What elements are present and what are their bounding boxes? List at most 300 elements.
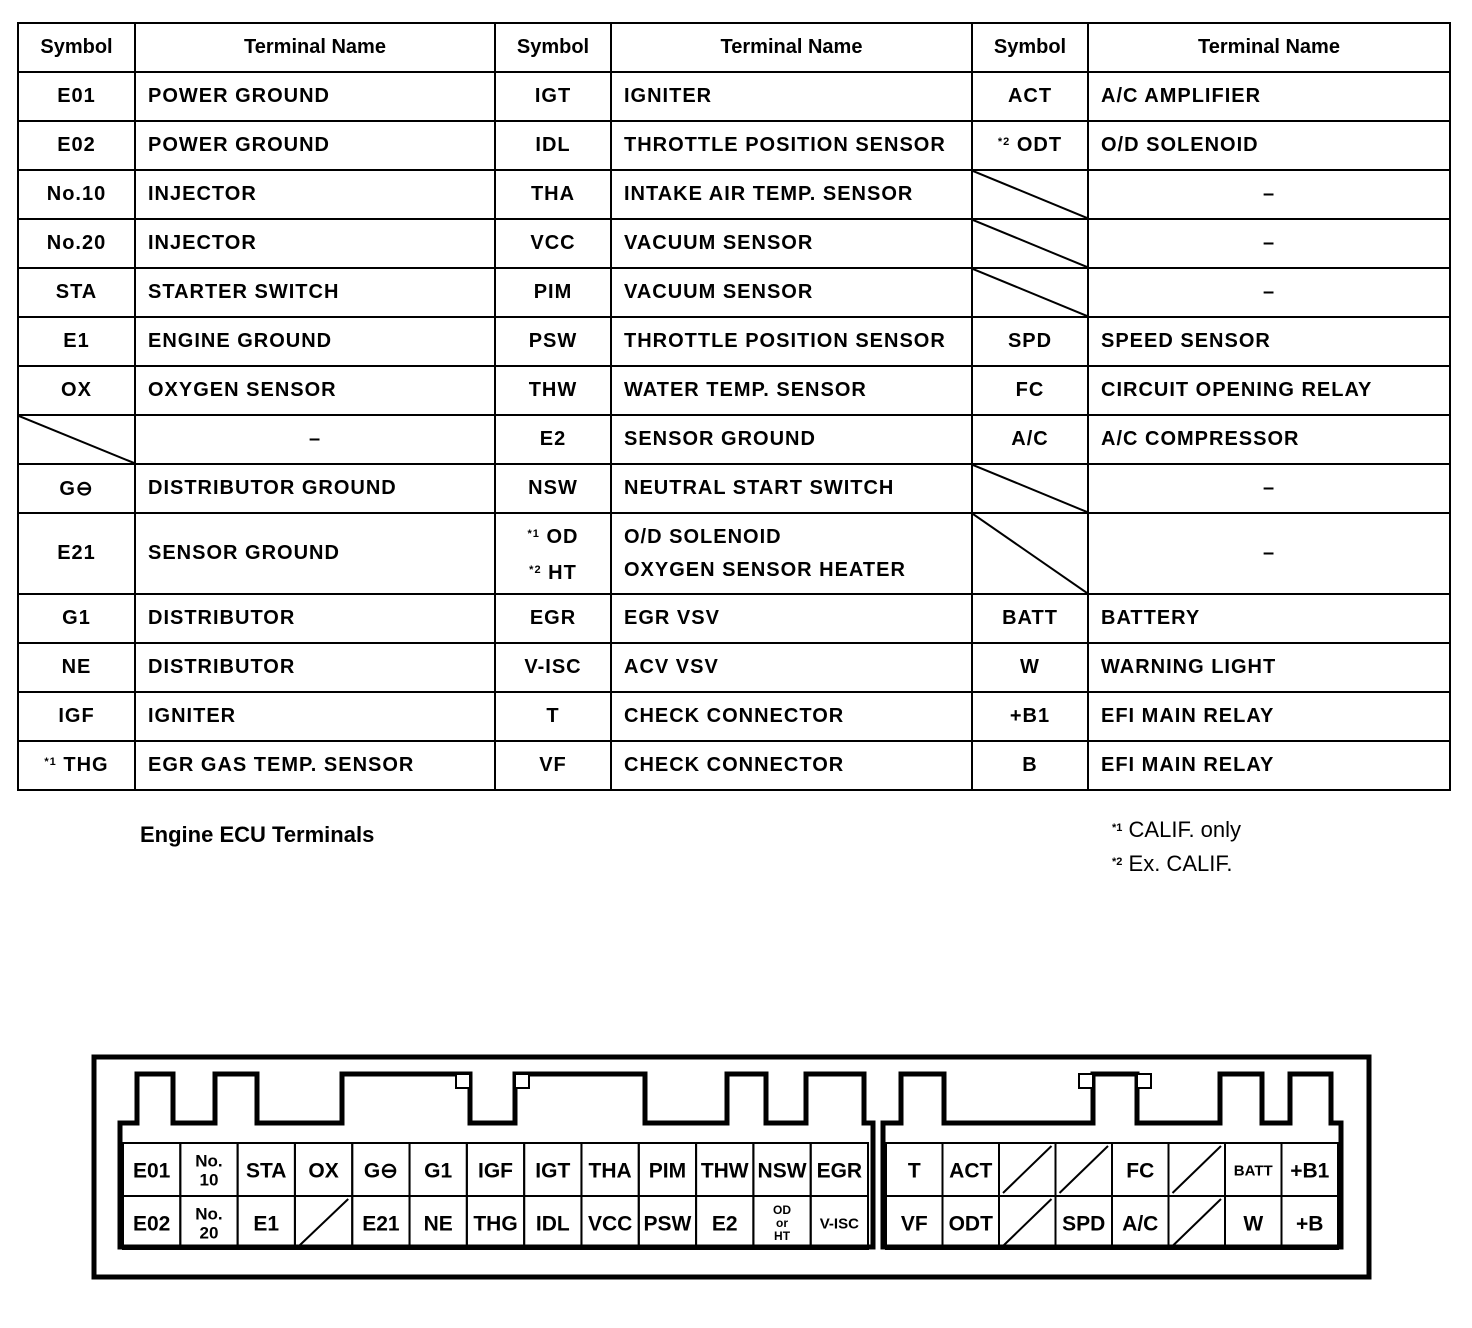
terminal-name-cell: EFI MAIN RELAY	[1088, 741, 1450, 790]
symbol-cell	[18, 692, 135, 741]
pin-cell	[999, 1143, 1056, 1196]
terminal-name-cell: CHECK CONNECTOR	[611, 741, 972, 790]
footnote-text: Ex. CALIF.	[1128, 851, 1233, 876]
pin-label: G⊖	[363, 1159, 398, 1183]
pin-label: 20	[199, 1223, 219, 1243]
table-row	[18, 741, 1450, 790]
pin-cell	[123, 1143, 180, 1196]
pin-label: VF	[900, 1212, 928, 1236]
symbol-text: HT	[548, 561, 577, 584]
terminal-name-cell: EGR VSV	[611, 594, 972, 643]
symbol-text: IGT	[534, 85, 572, 107]
symbol-text: No.10	[46, 183, 107, 205]
symbol-text: OD	[546, 525, 579, 548]
symbol-cell	[18, 464, 135, 513]
terminal-name-cell: STARTER SWITCH	[135, 268, 495, 317]
pin-label: E1	[253, 1212, 280, 1236]
table-row	[18, 317, 1450, 366]
pin-cell	[123, 1196, 180, 1249]
symbol-text: NE	[61, 656, 92, 678]
symbol-text: VCC	[530, 232, 576, 254]
symbol-cell	[972, 594, 1088, 643]
pin-cell	[639, 1196, 696, 1249]
symbol-text: STA	[55, 281, 98, 303]
connector-pin	[238, 1196, 295, 1249]
diagonal-slash	[973, 220, 1087, 267]
connector-pin	[410, 1143, 467, 1196]
symbol-cell	[18, 72, 135, 121]
key-notch	[515, 1074, 529, 1088]
pin-cell	[410, 1196, 467, 1249]
pin-label: NE	[423, 1212, 453, 1236]
pin-label: SPD	[1062, 1212, 1106, 1236]
footnotes	[1112, 812, 1241, 880]
pin-label: 10	[199, 1170, 219, 1190]
symbol-text: NSW	[528, 477, 578, 499]
table-row	[18, 268, 1450, 317]
pin-cell	[753, 1196, 810, 1249]
connector-right-outline	[883, 1074, 1341, 1247]
symbol-text: T	[546, 705, 560, 727]
symbol-text: A/C	[1011, 428, 1049, 450]
terminal-name-cell: EFI MAIN RELAY	[1088, 692, 1450, 741]
pin-label: E21	[362, 1212, 400, 1236]
symbol-text: THW	[528, 379, 578, 401]
symbol-cell	[18, 317, 135, 366]
connector-pin	[238, 1143, 295, 1196]
terminal-name-entry: OXYGEN SENSOR HEATER	[624, 558, 906, 581]
symbol-cell	[972, 72, 1088, 121]
symbol-cell	[972, 643, 1088, 692]
pin-cell	[811, 1143, 868, 1196]
blank-symbol-cell	[972, 170, 1088, 219]
connector-pin	[753, 1196, 810, 1249]
terminal-name-cell: A/C COMPRESSOR	[1088, 415, 1450, 464]
symbol-cell	[495, 219, 611, 268]
table-row	[18, 513, 1450, 594]
pin-cell	[524, 1196, 581, 1249]
connector-pin	[943, 1196, 1000, 1249]
pin-cell	[696, 1143, 753, 1196]
symbol-cell	[972, 121, 1088, 170]
pin-cell	[696, 1196, 753, 1249]
symbol-text: THA	[530, 183, 576, 205]
symbol-text: PSW	[528, 330, 578, 352]
diagonal-slash	[19, 416, 134, 463]
connector-pin	[352, 1196, 409, 1249]
pin-cell	[1112, 1196, 1169, 1249]
pin-label: FC	[1126, 1159, 1155, 1183]
connector-pin	[352, 1143, 409, 1196]
connector-pin	[886, 1196, 943, 1249]
pin-label: IGT	[535, 1159, 571, 1183]
pin-cell	[295, 1143, 352, 1196]
table-row	[18, 594, 1450, 643]
key-notch	[456, 1074, 470, 1088]
symbol-text: ACT	[1007, 85, 1053, 107]
blank-symbol-cell	[972, 464, 1088, 513]
pin-cell	[1282, 1143, 1339, 1196]
terminal-name-entry: O/D SOLENOID	[624, 525, 782, 548]
symbol-text: V-ISC	[524, 656, 582, 678]
symbol-text: E01	[57, 85, 96, 107]
footnote	[1112, 846, 1241, 880]
pin-label: E01	[132, 1159, 171, 1183]
unused-pin-slash	[1173, 1146, 1222, 1193]
terminal-name-cell: CIRCUIT OPENING RELAY	[1088, 366, 1450, 415]
terminal-name-cell: VACUUM SENSOR	[611, 219, 972, 268]
connector-pin	[524, 1143, 581, 1196]
connector-pin	[1169, 1196, 1226, 1249]
connector-pin	[1056, 1143, 1113, 1196]
connector-pin	[581, 1196, 638, 1249]
pin-cell	[1056, 1196, 1113, 1249]
unused-pin-slash	[1060, 1146, 1109, 1193]
pin-label: No.	[195, 1204, 223, 1224]
header-symbol: Symbol	[18, 23, 135, 72]
symbol-cell	[972, 415, 1088, 464]
unused-pin-slash	[1003, 1199, 1052, 1246]
pin-cell	[943, 1143, 1000, 1196]
key-notch	[1137, 1074, 1151, 1088]
pin-label: HT	[774, 1229, 791, 1244]
pin-label: PSW	[643, 1212, 692, 1236]
terminal-name-cell: IGNITER	[135, 692, 495, 741]
symbol-cell	[495, 692, 611, 741]
pin-cell	[467, 1196, 524, 1249]
unused-pin-slash	[1173, 1199, 1222, 1246]
diagonal-slash	[973, 465, 1087, 512]
terminal-name-cell: EGR GAS TEMP. SENSOR	[135, 741, 495, 790]
key-notch	[1079, 1074, 1093, 1088]
connector-pin	[1112, 1143, 1169, 1196]
symbol-text: PIM	[533, 281, 573, 303]
table-row	[18, 170, 1450, 219]
symbol-cell	[18, 121, 135, 170]
pin-cell	[811, 1196, 868, 1249]
terminal-name-cell: –	[1088, 464, 1450, 513]
table-row	[18, 643, 1450, 692]
symbol-text: No.20	[46, 232, 107, 254]
connector-pin	[1056, 1196, 1113, 1249]
connector-pin	[753, 1143, 810, 1196]
terminal-name-cell: –	[1088, 268, 1450, 317]
header-terminal-name: Terminal Name	[611, 23, 972, 72]
symbol-text: G1	[62, 607, 91, 629]
terminal-name-cell: O/D SOLENOID	[1088, 121, 1450, 170]
connector-pin	[696, 1143, 753, 1196]
pin-label: E2	[711, 1212, 738, 1236]
pin-label: W	[1243, 1212, 1264, 1236]
terminal-name-cell: OXYGEN SENSOR	[135, 366, 495, 415]
header-symbol: Symbol	[972, 23, 1088, 72]
terminal-name-cell: THROTTLE POSITION SENSOR	[611, 317, 972, 366]
symbol-cell	[495, 268, 611, 317]
symbol-text: G⊖	[59, 478, 94, 500]
footnote-mark: *1	[1112, 822, 1123, 834]
symbol-cell	[495, 513, 611, 594]
table-row	[18, 121, 1450, 170]
pin-cell	[180, 1196, 237, 1249]
connector-pin	[1169, 1143, 1226, 1196]
connector-pin	[410, 1196, 467, 1249]
terminal-name-cell: CHECK CONNECTOR	[611, 692, 972, 741]
terminal-name-cell: INJECTOR	[135, 219, 495, 268]
pin-cell	[753, 1143, 810, 1196]
pin-cell	[1282, 1196, 1339, 1249]
connector-pin	[886, 1143, 943, 1196]
connector-pin	[639, 1143, 696, 1196]
blank-symbol-cell	[972, 513, 1088, 594]
symbol-cell	[18, 219, 135, 268]
connector-pin	[1225, 1196, 1282, 1249]
pin-label: T	[907, 1159, 921, 1183]
connector-pin	[943, 1143, 1000, 1196]
pin-cell	[467, 1143, 524, 1196]
pin-label: No.	[195, 1151, 223, 1171]
connector-housing	[94, 1057, 1369, 1277]
connector-pin	[1112, 1196, 1169, 1249]
symbol-entry	[496, 554, 610, 590]
pin-cell	[352, 1196, 409, 1249]
footnote-mark: *1	[44, 756, 57, 768]
pin-label: NSW	[757, 1159, 807, 1183]
symbol-text: E1	[63, 330, 90, 352]
table-row	[18, 692, 1450, 741]
connector-pin	[295, 1143, 352, 1196]
pin-cell	[410, 1143, 467, 1196]
terminal-name-cell: WATER TEMP. SENSOR	[611, 366, 972, 415]
pin-cell	[295, 1196, 352, 1249]
footnote-mark: *2	[1112, 856, 1123, 868]
connector-pin	[1282, 1143, 1339, 1196]
unused-pin-slash	[299, 1199, 348, 1246]
pin-label: V-ISC	[819, 1215, 859, 1233]
symbol-text: ODT	[1016, 134, 1063, 156]
connector-pin	[1225, 1143, 1282, 1196]
pin-cell	[1056, 1143, 1113, 1196]
terminal-name-cell: INTAKE AIR TEMP. SENSOR	[611, 170, 972, 219]
pin-label: +B	[1296, 1212, 1324, 1236]
pin-cell	[180, 1143, 237, 1196]
terminal-name-cell: A/C AMPLIFIER	[1088, 72, 1450, 121]
pin-cell	[1225, 1143, 1282, 1196]
pin-label: EGR	[816, 1159, 863, 1183]
figure-caption: Engine ECU Terminals	[140, 822, 375, 847]
connector-pin	[123, 1196, 180, 1249]
pin-label: STA	[246, 1159, 287, 1183]
symbol-cell	[18, 513, 135, 594]
terminal-name-cell: IGNITER	[611, 72, 972, 121]
footnote-mark: *2	[529, 563, 542, 576]
terminal-name-cell: WARNING LIGHT	[1088, 643, 1450, 692]
pin-label: THG	[473, 1212, 518, 1236]
symbol-cell	[495, 121, 611, 170]
symbol-cell	[495, 317, 611, 366]
pin-cell	[943, 1196, 1000, 1249]
terminal-name-cell: ACV VSV	[611, 643, 972, 692]
terminal-name-cell: SENSOR GROUND	[611, 415, 972, 464]
pin-cell	[581, 1196, 638, 1249]
symbol-cell	[495, 170, 611, 219]
diagonal-slash	[973, 171, 1087, 218]
header-terminal-name: Terminal Name	[1088, 23, 1450, 72]
table-row	[18, 366, 1450, 415]
diagonal-slash	[973, 269, 1087, 316]
symbol-text: E21	[57, 542, 96, 564]
footnote	[1112, 812, 1241, 846]
connector-pin	[639, 1196, 696, 1249]
terminal-name-cell: THROTTLE POSITION SENSOR	[611, 121, 972, 170]
symbol-text: FC	[1015, 379, 1045, 401]
connector-pin	[467, 1143, 524, 1196]
terminal-name-cell: POWER GROUND	[135, 72, 495, 121]
pin-label: E02	[132, 1212, 171, 1236]
pin-cell	[1112, 1143, 1169, 1196]
symbol-cell	[495, 366, 611, 415]
terminal-name-cell: BATTERY	[1088, 594, 1450, 643]
terminal-name-cell: INJECTOR	[135, 170, 495, 219]
connector-pin	[1282, 1196, 1339, 1249]
header-symbol: Symbol	[495, 23, 611, 72]
terminal-table	[17, 22, 1451, 791]
symbol-text: BATT	[1002, 607, 1058, 629]
pin-label: A/C	[1122, 1212, 1159, 1236]
connector-pin	[524, 1196, 581, 1249]
pin-cell	[352, 1143, 409, 1196]
pin-cell	[1169, 1143, 1226, 1196]
pin-label: BATT	[1233, 1162, 1273, 1180]
pin-label: THW	[700, 1159, 749, 1183]
connector-pin	[999, 1143, 1056, 1196]
header-terminal-name: Terminal Name	[135, 23, 495, 72]
blank-symbol-cell	[972, 268, 1088, 317]
terminal-name-cell: –	[135, 415, 495, 464]
terminal-name-cell: –	[1088, 170, 1450, 219]
symbol-text: E2	[539, 428, 567, 450]
terminal-name-cell: –	[1088, 513, 1450, 594]
terminal-name-cell: POWER GROUND	[135, 121, 495, 170]
symbol-cell	[495, 464, 611, 513]
pin-cell	[581, 1143, 638, 1196]
table-row	[18, 72, 1450, 121]
pin-cell	[886, 1143, 943, 1196]
symbol-text: B	[1022, 754, 1038, 776]
pin-label: PIM	[648, 1159, 687, 1183]
symbol-text: W	[1020, 656, 1040, 678]
terminal-name-cell: DISTRIBUTOR GROUND	[135, 464, 495, 513]
pin-label: VCC	[587, 1212, 633, 1236]
terminal-name-cell: ENGINE GROUND	[135, 317, 495, 366]
table-row	[18, 464, 1450, 513]
symbol-cell	[18, 366, 135, 415]
table-header-row	[18, 23, 1450, 72]
unused-pin-slash	[1003, 1146, 1052, 1193]
footnote-mark: *2	[997, 136, 1011, 148]
pin-label: OD	[773, 1203, 792, 1218]
symbol-text: EGR	[529, 607, 577, 629]
table-row	[18, 415, 1450, 464]
pin-cell	[1225, 1196, 1282, 1249]
symbol-cell	[495, 741, 611, 790]
terminal-name-cell: SENSOR GROUND	[135, 513, 495, 594]
symbol-cell	[495, 594, 611, 643]
pin-cell	[639, 1143, 696, 1196]
connector-pin	[180, 1196, 237, 1249]
pin-label: ODT	[948, 1212, 993, 1236]
connector-pin	[581, 1143, 638, 1196]
table-row	[18, 219, 1450, 268]
terminal-name-cell: NEUTRAL START SWITCH	[611, 464, 972, 513]
symbol-cell	[18, 643, 135, 692]
symbol-text: VF	[539, 754, 567, 776]
pin-label: IGF	[478, 1159, 513, 1183]
pin-label: +B1	[1290, 1159, 1330, 1183]
symbol-entry	[496, 518, 610, 554]
symbol-cell	[972, 366, 1088, 415]
symbol-cell	[18, 268, 135, 317]
pin-cell	[524, 1143, 581, 1196]
connector-pin	[295, 1196, 352, 1249]
terminal-name-cell: VACUUM SENSOR	[611, 268, 972, 317]
symbol-text: THG	[63, 754, 109, 776]
pin-label: or	[776, 1216, 789, 1231]
symbol-cell	[972, 692, 1088, 741]
pin-cell	[886, 1196, 943, 1249]
pin-label: G1	[424, 1159, 453, 1183]
blank-symbol-cell	[18, 415, 135, 464]
symbol-cell	[972, 741, 1088, 790]
connector-pin	[999, 1196, 1056, 1249]
pin-cell	[238, 1143, 295, 1196]
terminal-name-cell: DISTRIBUTOR	[135, 594, 495, 643]
pin-label: OX	[308, 1159, 339, 1183]
terminal-name-cell: SPEED SENSOR	[1088, 317, 1450, 366]
pin-cell	[238, 1196, 295, 1249]
footnote-mark: *1	[527, 527, 540, 540]
symbol-cell	[18, 594, 135, 643]
pin-label: IDL	[535, 1212, 570, 1236]
symbol-cell	[495, 415, 611, 464]
symbol-text: E02	[57, 134, 96, 156]
symbol-text: OX	[61, 379, 92, 401]
pin-label: THA	[588, 1159, 632, 1183]
connector-pin	[696, 1196, 753, 1249]
connector-left-outline	[120, 1074, 873, 1247]
connector-pin	[811, 1196, 868, 1249]
pin-cell	[1169, 1196, 1226, 1249]
symbol-cell	[972, 317, 1088, 366]
symbol-cell	[18, 741, 135, 790]
symbol-text: SPD	[1007, 330, 1053, 352]
pin-cell	[999, 1196, 1056, 1249]
diagonal-slash	[973, 514, 1087, 593]
pin-label: ACT	[949, 1159, 993, 1183]
connector-pin	[811, 1143, 868, 1196]
connector-pin	[467, 1196, 524, 1249]
blank-symbol-cell	[972, 219, 1088, 268]
terminal-name-cell	[611, 513, 972, 594]
connector-pin	[180, 1143, 237, 1196]
symbol-cell	[495, 72, 611, 121]
connector-pin	[123, 1143, 180, 1196]
footnote-text: CALIF. only	[1128, 817, 1242, 842]
terminal-name-cell: –	[1088, 219, 1450, 268]
symbol-text: +B1	[1009, 705, 1051, 727]
symbol-text: IGF	[58, 705, 95, 727]
symbol-cell	[495, 643, 611, 692]
symbol-cell	[18, 170, 135, 219]
